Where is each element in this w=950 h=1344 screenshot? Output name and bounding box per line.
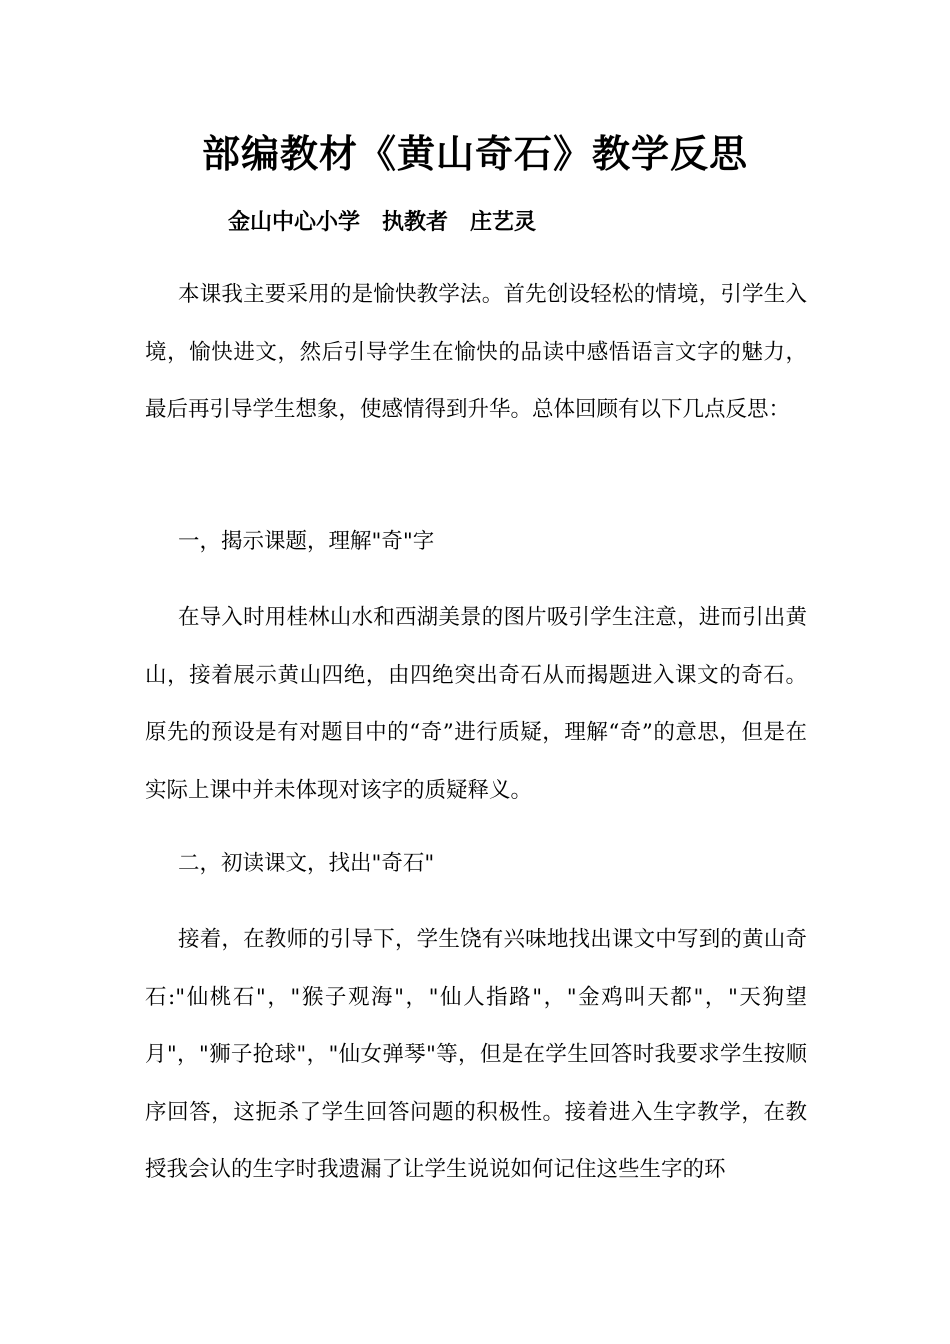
section-heading-1: 一，揭示课题，理解"奇"字 bbox=[178, 529, 435, 554]
paragraph-section-1: 在导入时用桂林山水和西湖美景的图片吸引学生注意，进而引出黄山，接着展示黄山四绝，由四绝突出奇石从而揭题进入课文的奇石。原先的预设是有对题目中的“奇”进行质疑，理解“奇”的意思，但是在实际上课中并未体现对该字的质疑释义。 bbox=[145, 605, 807, 803]
paragraph-intro: 本课我主要采用的是愉快教学法。首先创设轻松的情境，引学生入境，愉快进文，然后引导学生在愉快的品读中感悟语言文字的魅力，最后再引导学生想象，使感情得到升华。总体回顾有以下几点反思： bbox=[145, 282, 807, 422]
section-heading-2: 二，初读课文，找出"奇石" bbox=[178, 851, 435, 876]
author-byline: 金山中心小学 执教者 庄艺灵 bbox=[228, 210, 537, 235]
document-title: 部编教材《黄山奇石》教学反思 bbox=[201, 132, 748, 176]
paragraph-section-2: 接着，在教师的引导下，学生饶有兴味地找出课文中写到的黄山奇石:"仙桃石"，"猴子观海"，"仙人指路"，"金鸡叫天都"，"天狗望月"，"狮子抢球"，"仙女弹琴"等，但是在学生回答时我要求学生按顺序回答，这扼杀了学生回答问题的积极性。接着进入生字教学，在教授我会认的生字时我遗漏了让学生说说如何记住这些生字的环 bbox=[145, 927, 807, 1182]
